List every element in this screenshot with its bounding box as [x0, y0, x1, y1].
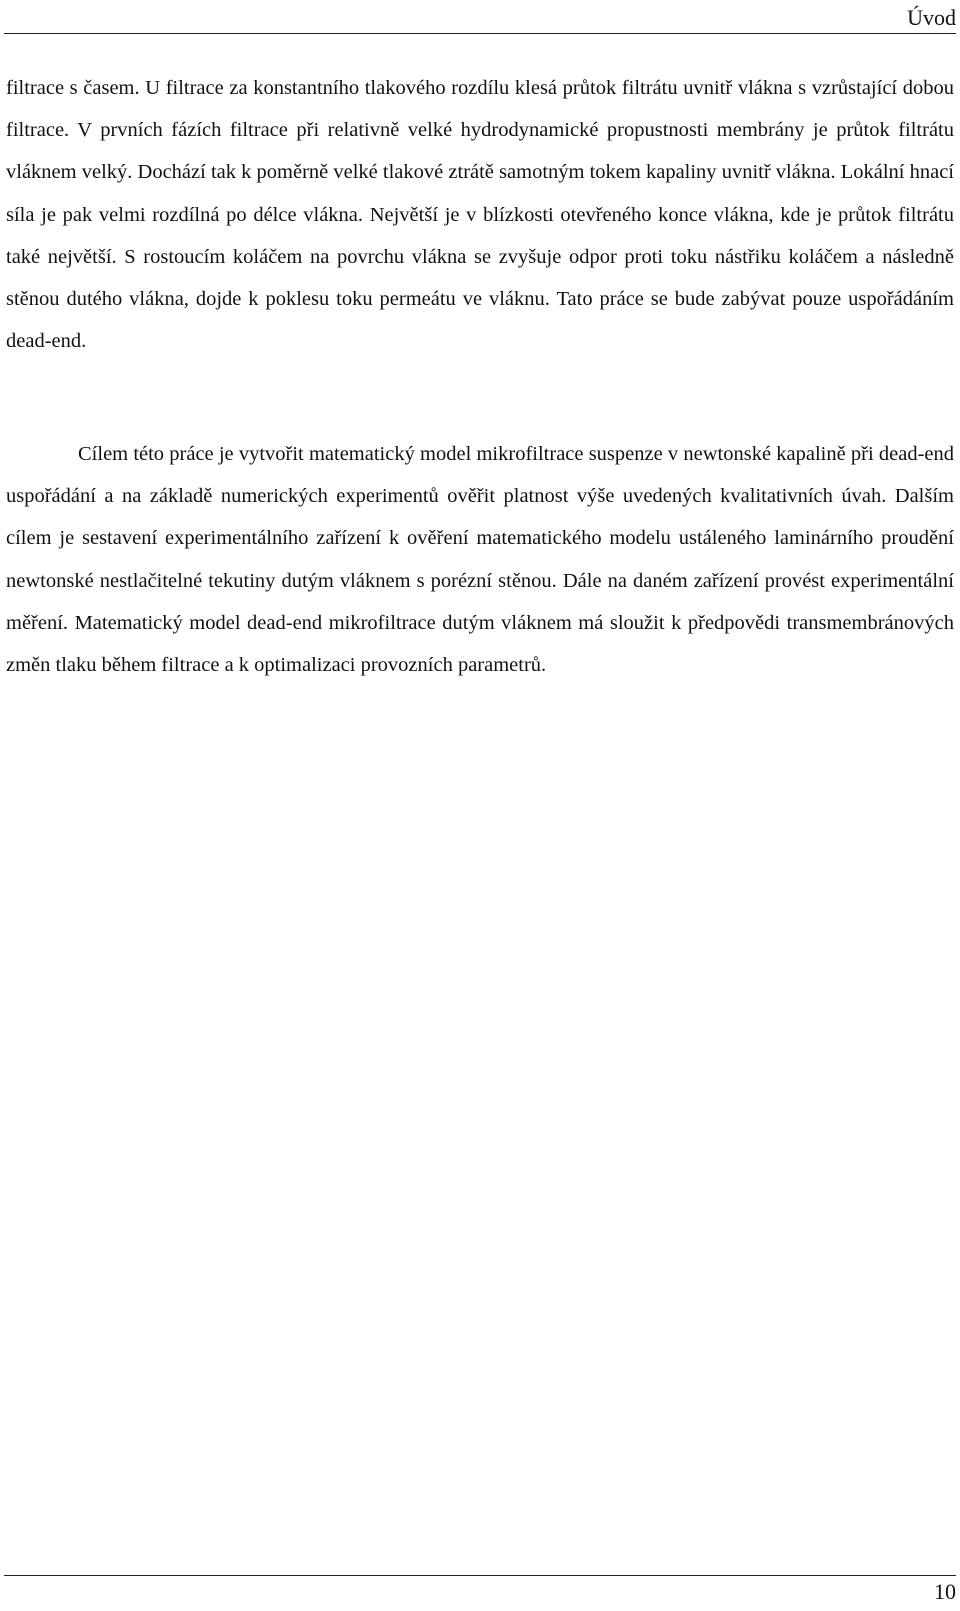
paragraph-2: Cílem této práce je vytvořit matematický model mikrofiltrace suspenze v newtonské kapalině při dead-end uspořádání a na základě numerických experimentů ověřit platnost výše uvedených kvalitativních úvah. Dalším cílem je sestavení experimentálního zařízení k ověření matematického modelu ustáleného laminárního proudění newtonské nestlačitelné tekutiny dutým vláknem s porézní stěnou. Dále na daném zařízení provést experimentální měření. Matematický model dead-end mikrofiltrace dutým vláknem má sloužit k předpovědi transmembránových změn tlaku během filtrace a k optimalizaci provozních parametrů. — [6, 443, 954, 677]
page-number: 10 — [934, 1579, 956, 1604]
footer-divider — [4, 1575, 956, 1576]
page-header — [0, 0, 960, 34]
paragraph-1: filtrace s časem. U filtrace za konstantního tlakového rozdílu klesá průtok filtrátu uvnitř vlákna s vzrůstající dobou filtrace. V prvních fázích filtrace při relativně velké hydrodynamické propustnosti membrány je průtok filtrátu vláknem velký. Dochází tak k poměrně velké tlakové ztrátě samotným tokem kapaliny uvnitř vlákna. Lokální hnací síla je pak velmi rozdílná po délce vlákna. Největší je v blízkosti otevřeného konce vlákna, kde je průtok filtrátu také největší. S rostoucím koláčem na povrchu vlákna se zvyšuje odpor proti toku nástřiku koláčem a následně stěnou dutého vlákna, dojde k poklesu toku permeátu ve vláknu. Tato práce se bude zabývat pouze uspořádáním dead-end. — [6, 77, 954, 353]
header-divider — [4, 33, 956, 34]
chapter-title: Úvod — [907, 5, 956, 30]
